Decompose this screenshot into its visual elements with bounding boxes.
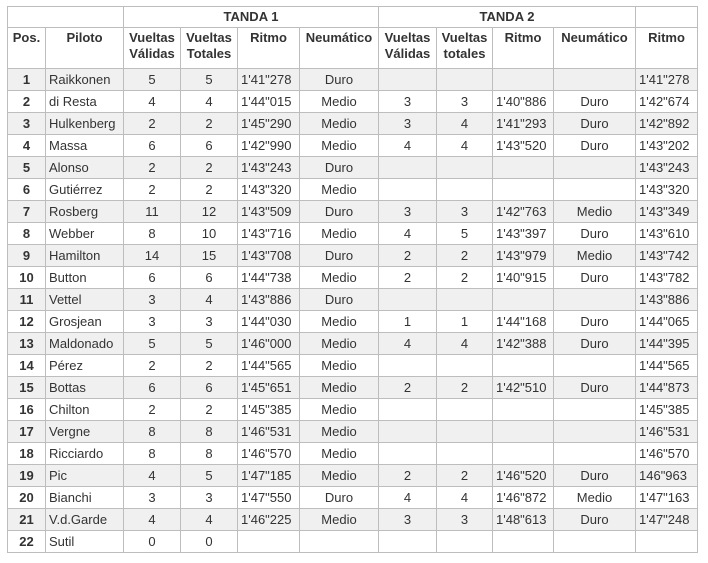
cell-piloto: Bottas xyxy=(46,377,124,399)
cell-t1-ritmo: 1'46"000 xyxy=(238,333,300,355)
cell-ritmo-final: 1'46"570 xyxy=(636,443,698,465)
cell-t2-neumatico: Medio xyxy=(554,245,636,267)
group-tanda1: TANDA 1 xyxy=(124,7,379,28)
cell-t1-neumatico: Duro xyxy=(300,69,379,91)
table-row xyxy=(8,421,698,443)
cell-piloto: Webber xyxy=(46,223,124,245)
cell-t2-totales: 3 xyxy=(437,201,493,223)
cell-piloto: Pic xyxy=(46,465,124,487)
cell-t2-neumatico xyxy=(554,399,636,421)
cell-piloto: Sutil xyxy=(46,531,124,553)
cell-t2-neumatico: Duro xyxy=(554,333,636,355)
cell-t1-totales: 8 xyxy=(181,421,238,443)
cell-t1-ritmo: 1'43"509 xyxy=(238,201,300,223)
cell-t2-neumatico: Duro xyxy=(554,267,636,289)
cell-t1-validas: 6 xyxy=(124,267,181,289)
cell-pos: 14 xyxy=(8,355,46,377)
table-row xyxy=(8,267,698,289)
cell-t1-validas: 6 xyxy=(124,377,181,399)
cell-t1-neumatico xyxy=(300,531,379,553)
cell-t2-ritmo: 1'40"886 xyxy=(493,91,554,113)
cell-t2-validas: 4 xyxy=(379,223,437,245)
cell-t2-validas: 2 xyxy=(379,267,437,289)
cell-t1-neumatico: Medio xyxy=(300,179,379,201)
cell-t1-totales: 6 xyxy=(181,267,238,289)
cell-t1-neumatico: Medio xyxy=(300,509,379,531)
cell-pos: 13 xyxy=(8,333,46,355)
cell-piloto: Massa xyxy=(46,135,124,157)
cell-t1-neumatico: Medio xyxy=(300,465,379,487)
header-t1-neumatico: Neumático xyxy=(300,28,379,69)
cell-t2-totales xyxy=(437,421,493,443)
cell-t1-neumatico: Medio xyxy=(300,443,379,465)
cell-t2-totales: 3 xyxy=(437,91,493,113)
table-row xyxy=(8,333,698,355)
cell-t1-validas: 8 xyxy=(124,421,181,443)
header-t2-validas xyxy=(379,28,437,69)
cell-t1-validas: 6 xyxy=(124,135,181,157)
cell-t2-neumatico xyxy=(554,289,636,311)
cell-t2-totales xyxy=(437,355,493,377)
cell-t2-totales: 4 xyxy=(437,135,493,157)
cell-ritmo-final: 1'43"349 xyxy=(636,201,698,223)
cell-t1-validas: 11 xyxy=(124,201,181,223)
cell-t1-totales: 8 xyxy=(181,443,238,465)
cell-t1-totales: 5 xyxy=(181,465,238,487)
cell-t1-neumatico: Medio xyxy=(300,91,379,113)
results-body xyxy=(8,69,698,553)
cell-ritmo-final: 146"963 xyxy=(636,465,698,487)
cell-t2-ritmo xyxy=(493,421,554,443)
cell-t1-totales: 2 xyxy=(181,113,238,135)
cell-t1-ritmo: 1'42"990 xyxy=(238,135,300,157)
cell-t1-neumatico: Duro xyxy=(300,487,379,509)
cell-ritmo-final: 1'47"248 xyxy=(636,509,698,531)
cell-t1-totales: 10 xyxy=(181,223,238,245)
cell-t2-totales: 4 xyxy=(437,333,493,355)
header-t2-totales xyxy=(437,28,493,69)
cell-ritmo-final: 1'43"320 xyxy=(636,179,698,201)
cell-pos: 21 xyxy=(8,509,46,531)
cell-piloto: Pérez xyxy=(46,355,124,377)
cell-t1-ritmo: 1'45"651 xyxy=(238,377,300,399)
header-t2-neumatico: Neumático xyxy=(554,28,636,69)
cell-t2-ritmo: 1'40"915 xyxy=(493,267,554,289)
cell-t1-totales: 3 xyxy=(181,487,238,509)
cell-piloto: Ricciardo xyxy=(46,443,124,465)
cell-piloto: Alonso xyxy=(46,157,124,179)
table-row xyxy=(8,135,698,157)
cell-ritmo-final: 1'43"610 xyxy=(636,223,698,245)
cell-t1-neumatico: Medio xyxy=(300,135,379,157)
cell-t2-neumatico: Duro xyxy=(554,465,636,487)
results-table-container xyxy=(7,6,698,553)
cell-t2-validas xyxy=(379,69,437,91)
cell-t2-ritmo xyxy=(493,157,554,179)
table-row xyxy=(8,245,698,267)
cell-t1-neumatico: Medio xyxy=(300,399,379,421)
table-row xyxy=(8,201,698,223)
cell-pos: 10 xyxy=(8,267,46,289)
cell-t1-validas: 2 xyxy=(124,355,181,377)
cell-t2-validas xyxy=(379,179,437,201)
header-t1-totales-line1: Vueltas xyxy=(186,30,232,45)
cell-t1-totales: 4 xyxy=(181,509,238,531)
cell-pos: 5 xyxy=(8,157,46,179)
cell-t2-validas: 3 xyxy=(379,201,437,223)
group-blank-right xyxy=(636,7,698,28)
cell-t1-ritmo: 1'46"570 xyxy=(238,443,300,465)
cell-ritmo-final: 1'43"886 xyxy=(636,289,698,311)
cell-t1-ritmo: 1'47"550 xyxy=(238,487,300,509)
table-row xyxy=(8,531,698,553)
table-row xyxy=(8,443,698,465)
header-piloto: Piloto xyxy=(46,28,124,69)
cell-pos: 1 xyxy=(8,69,46,91)
header-t2-validas-line2: Válidas xyxy=(384,46,431,61)
cell-t2-neumatico: Duro xyxy=(554,311,636,333)
cell-t2-validas xyxy=(379,443,437,465)
cell-t2-totales xyxy=(437,531,493,553)
cell-t2-neumatico: Duro xyxy=(554,509,636,531)
cell-ritmo-final: 1'43"782 xyxy=(636,267,698,289)
cell-piloto: Vettel xyxy=(46,289,124,311)
cell-t2-validas xyxy=(379,421,437,443)
cell-t1-ritmo xyxy=(238,531,300,553)
cell-t1-totales: 15 xyxy=(181,245,238,267)
cell-t1-validas: 3 xyxy=(124,289,181,311)
cell-t2-validas: 4 xyxy=(379,487,437,509)
header-t2-totales-line2: totales xyxy=(443,46,486,61)
cell-pos: 12 xyxy=(8,311,46,333)
cell-piloto: Bianchi xyxy=(46,487,124,509)
cell-t2-ritmo xyxy=(493,399,554,421)
cell-t1-neumatico: Medio xyxy=(300,421,379,443)
cell-t2-totales: 2 xyxy=(437,267,493,289)
cell-t1-ritmo: 1'46"531 xyxy=(238,421,300,443)
cell-t1-validas: 8 xyxy=(124,223,181,245)
cell-t2-totales xyxy=(437,289,493,311)
cell-pos: 18 xyxy=(8,443,46,465)
cell-piloto: Hamilton xyxy=(46,245,124,267)
cell-t1-neumatico: Medio xyxy=(300,223,379,245)
cell-t2-validas: 3 xyxy=(379,509,437,531)
header-t2-ritmo: Ritmo xyxy=(493,28,554,69)
cell-pos: 4 xyxy=(8,135,46,157)
group-blank-left xyxy=(8,7,124,28)
cell-t2-totales xyxy=(437,399,493,421)
cell-t1-validas: 8 xyxy=(124,443,181,465)
cell-ritmo-final: 1'42"674 xyxy=(636,91,698,113)
cell-piloto: Hulkenberg xyxy=(46,113,124,135)
cell-pos: 19 xyxy=(8,465,46,487)
cell-t2-ritmo: 1'43"520 xyxy=(493,135,554,157)
cell-t1-totales: 2 xyxy=(181,157,238,179)
cell-pos: 15 xyxy=(8,377,46,399)
cell-t2-validas: 2 xyxy=(379,245,437,267)
cell-pos: 17 xyxy=(8,421,46,443)
table-row xyxy=(8,289,698,311)
cell-piloto: di Resta xyxy=(46,91,124,113)
cell-t1-ritmo: 1'46"225 xyxy=(238,509,300,531)
cell-t2-totales: 4 xyxy=(437,487,493,509)
cell-t2-validas xyxy=(379,157,437,179)
cell-t1-totales: 0 xyxy=(181,531,238,553)
table-row xyxy=(8,487,698,509)
cell-t1-totales: 4 xyxy=(181,91,238,113)
cell-t2-validas xyxy=(379,399,437,421)
cell-t1-validas: 5 xyxy=(124,69,181,91)
cell-ritmo-final: 1'46"531 xyxy=(636,421,698,443)
cell-t2-validas xyxy=(379,355,437,377)
cell-t2-validas: 3 xyxy=(379,91,437,113)
table-row xyxy=(8,113,698,135)
cell-t2-neumatico xyxy=(554,179,636,201)
group-header-row xyxy=(8,7,698,28)
cell-t2-validas: 1 xyxy=(379,311,437,333)
cell-piloto: V.d.Garde xyxy=(46,509,124,531)
cell-pos: 8 xyxy=(8,223,46,245)
cell-t1-totales: 5 xyxy=(181,69,238,91)
header-ritmo-final: Ritmo xyxy=(636,28,698,69)
cell-ritmo-final: 1'45"385 xyxy=(636,399,698,421)
cell-t2-totales xyxy=(437,157,493,179)
table-row xyxy=(8,91,698,113)
table-row xyxy=(8,223,698,245)
header-t2-validas-line1: Vueltas xyxy=(384,30,431,45)
table-row xyxy=(8,509,698,531)
cell-t2-validas: 2 xyxy=(379,465,437,487)
cell-t1-totales: 2 xyxy=(181,179,238,201)
cell-pos: 11 xyxy=(8,289,46,311)
cell-t2-validas xyxy=(379,531,437,553)
cell-t1-totales: 12 xyxy=(181,201,238,223)
cell-t1-ritmo: 1'44"565 xyxy=(238,355,300,377)
cell-t2-neumatico: Duro xyxy=(554,91,636,113)
cell-t1-neumatico: Duro xyxy=(300,157,379,179)
header-t1-validas xyxy=(124,28,181,69)
cell-t2-totales: 4 xyxy=(437,113,493,135)
cell-t1-ritmo: 1'44"030 xyxy=(238,311,300,333)
cell-ritmo-final xyxy=(636,531,698,553)
cell-t2-neumatico: Duro xyxy=(554,113,636,135)
header-t1-validas-line1: Vueltas xyxy=(129,30,175,45)
cell-piloto: Maldonado xyxy=(46,333,124,355)
cell-ritmo-final: 1'44"065 xyxy=(636,311,698,333)
cell-t2-totales: 2 xyxy=(437,465,493,487)
cell-pos: 6 xyxy=(8,179,46,201)
cell-t1-ritmo: 1'41"278 xyxy=(238,69,300,91)
group-tanda2: TANDA 2 xyxy=(379,7,636,28)
cell-t2-neumatico: Duro xyxy=(554,223,636,245)
cell-t2-neumatico: Duro xyxy=(554,135,636,157)
cell-t1-totales: 2 xyxy=(181,355,238,377)
cell-t1-totales: 3 xyxy=(181,311,238,333)
cell-piloto: Vergne xyxy=(46,421,124,443)
cell-pos: 16 xyxy=(8,399,46,421)
cell-t1-ritmo: 1'43"320 xyxy=(238,179,300,201)
cell-t1-totales: 6 xyxy=(181,377,238,399)
cell-piloto: Grosjean xyxy=(46,311,124,333)
cell-t1-neumatico: Medio xyxy=(300,267,379,289)
cell-t1-neumatico: Medio xyxy=(300,377,379,399)
cell-t2-neumatico xyxy=(554,355,636,377)
cell-t2-ritmo: 1'43"979 xyxy=(493,245,554,267)
header-t2-totales-line1: Vueltas xyxy=(441,30,488,45)
cell-piloto: Raikkonen xyxy=(46,69,124,91)
table-row xyxy=(8,179,698,201)
cell-t2-validas: 3 xyxy=(379,113,437,135)
cell-t1-validas: 2 xyxy=(124,113,181,135)
header-t1-validas-line2: Válidas xyxy=(129,46,175,61)
cell-t2-ritmo: 1'48"613 xyxy=(493,509,554,531)
cell-t2-ritmo xyxy=(493,443,554,465)
cell-t2-totales: 2 xyxy=(437,377,493,399)
cell-t1-validas: 2 xyxy=(124,399,181,421)
cell-t1-validas: 3 xyxy=(124,487,181,509)
cell-t1-validas: 3 xyxy=(124,311,181,333)
cell-ritmo-final: 1'44"873 xyxy=(636,377,698,399)
cell-t2-ritmo: 1'44"168 xyxy=(493,311,554,333)
cell-ritmo-final: 1'47"163 xyxy=(636,487,698,509)
cell-t1-neumatico: Medio xyxy=(300,355,379,377)
cell-t2-ritmo: 1'42"510 xyxy=(493,377,554,399)
cell-t2-validas: 4 xyxy=(379,135,437,157)
cell-piloto: Button xyxy=(46,267,124,289)
cell-t1-ritmo: 1'43"886 xyxy=(238,289,300,311)
cell-piloto: Gutiérrez xyxy=(46,179,124,201)
cell-t2-ritmo: 1'41"293 xyxy=(493,113,554,135)
cell-t1-ritmo: 1'43"716 xyxy=(238,223,300,245)
cell-pos: 2 xyxy=(8,91,46,113)
cell-t1-ritmo: 1'45"290 xyxy=(238,113,300,135)
cell-t2-neumatico xyxy=(554,531,636,553)
cell-t1-validas: 2 xyxy=(124,157,181,179)
cell-pos: 7 xyxy=(8,201,46,223)
cell-t1-neumatico: Medio xyxy=(300,311,379,333)
cell-t1-totales: 6 xyxy=(181,135,238,157)
cell-t1-ritmo: 1'47"185 xyxy=(238,465,300,487)
cell-pos: 9 xyxy=(8,245,46,267)
cell-t2-ritmo xyxy=(493,531,554,553)
cell-t2-neumatico xyxy=(554,443,636,465)
cell-t1-ritmo: 1'43"708 xyxy=(238,245,300,267)
cell-t1-validas: 0 xyxy=(124,531,181,553)
cell-t1-neumatico: Duro xyxy=(300,201,379,223)
cell-piloto: Chilton xyxy=(46,399,124,421)
cell-t2-validas: 4 xyxy=(379,333,437,355)
results-table xyxy=(7,6,698,553)
cell-pos: 20 xyxy=(8,487,46,509)
cell-t1-neumatico: Duro xyxy=(300,245,379,267)
header-t1-totales xyxy=(181,28,238,69)
cell-t1-ritmo: 1'44"738 xyxy=(238,267,300,289)
table-row xyxy=(8,355,698,377)
cell-t2-totales xyxy=(437,69,493,91)
cell-t2-ritmo: 1'43"397 xyxy=(493,223,554,245)
table-row xyxy=(8,399,698,421)
cell-t2-neumatico: Medio xyxy=(554,201,636,223)
cell-t2-neumatico: Duro xyxy=(554,377,636,399)
cell-t2-ritmo: 1'42"763 xyxy=(493,201,554,223)
header-pos: Pos. xyxy=(8,28,46,69)
cell-t1-neumatico: Medio xyxy=(300,113,379,135)
cell-t1-totales: 5 xyxy=(181,333,238,355)
cell-ritmo-final: 1'43"243 xyxy=(636,157,698,179)
cell-t2-ritmo xyxy=(493,69,554,91)
column-header-row xyxy=(8,28,698,69)
cell-t2-validas xyxy=(379,289,437,311)
cell-t2-ritmo xyxy=(493,355,554,377)
cell-t1-totales: 2 xyxy=(181,399,238,421)
cell-t2-neumatico: Medio xyxy=(554,487,636,509)
cell-t2-neumatico xyxy=(554,157,636,179)
cell-ritmo-final: 1'43"742 xyxy=(636,245,698,267)
cell-piloto: Rosberg xyxy=(46,201,124,223)
cell-t2-neumatico xyxy=(554,69,636,91)
header-t1-ritmo: Ritmo xyxy=(238,28,300,69)
cell-t2-totales: 5 xyxy=(437,223,493,245)
cell-t2-totales: 3 xyxy=(437,509,493,531)
cell-t2-neumatico xyxy=(554,421,636,443)
cell-ritmo-final: 1'44"395 xyxy=(636,333,698,355)
cell-t2-ritmo: 1'46"872 xyxy=(493,487,554,509)
table-row xyxy=(8,465,698,487)
table-row xyxy=(8,311,698,333)
cell-t2-totales xyxy=(437,443,493,465)
cell-pos: 3 xyxy=(8,113,46,135)
cell-t2-ritmo: 1'42"388 xyxy=(493,333,554,355)
cell-t2-ritmo xyxy=(493,289,554,311)
cell-t2-validas: 2 xyxy=(379,377,437,399)
cell-ritmo-final: 1'41"278 xyxy=(636,69,698,91)
cell-t2-totales: 1 xyxy=(437,311,493,333)
cell-t1-validas: 2 xyxy=(124,179,181,201)
cell-t1-totales: 4 xyxy=(181,289,238,311)
cell-ritmo-final: 1'42"892 xyxy=(636,113,698,135)
table-row xyxy=(8,157,698,179)
cell-t2-ritmo: 1'46"520 xyxy=(493,465,554,487)
cell-t1-neumatico: Medio xyxy=(300,333,379,355)
cell-t1-ritmo: 1'44"015 xyxy=(238,91,300,113)
table-row xyxy=(8,377,698,399)
cell-pos: 22 xyxy=(8,531,46,553)
cell-ritmo-final: 1'44"565 xyxy=(636,355,698,377)
cell-t1-validas: 14 xyxy=(124,245,181,267)
header-t1-totales-line2: Totales xyxy=(186,46,232,61)
cell-t1-validas: 4 xyxy=(124,509,181,531)
cell-t1-validas: 4 xyxy=(124,465,181,487)
cell-ritmo-final: 1'43"202 xyxy=(636,135,698,157)
cell-t1-validas: 4 xyxy=(124,91,181,113)
cell-t1-validas: 5 xyxy=(124,333,181,355)
cell-t1-neumatico: Duro xyxy=(300,289,379,311)
cell-t1-ritmo: 1'45"385 xyxy=(238,399,300,421)
cell-t2-totales xyxy=(437,179,493,201)
cell-t1-ritmo: 1'43"243 xyxy=(238,157,300,179)
cell-t2-totales: 2 xyxy=(437,245,493,267)
cell-t2-ritmo xyxy=(493,179,554,201)
table-row xyxy=(8,69,698,91)
